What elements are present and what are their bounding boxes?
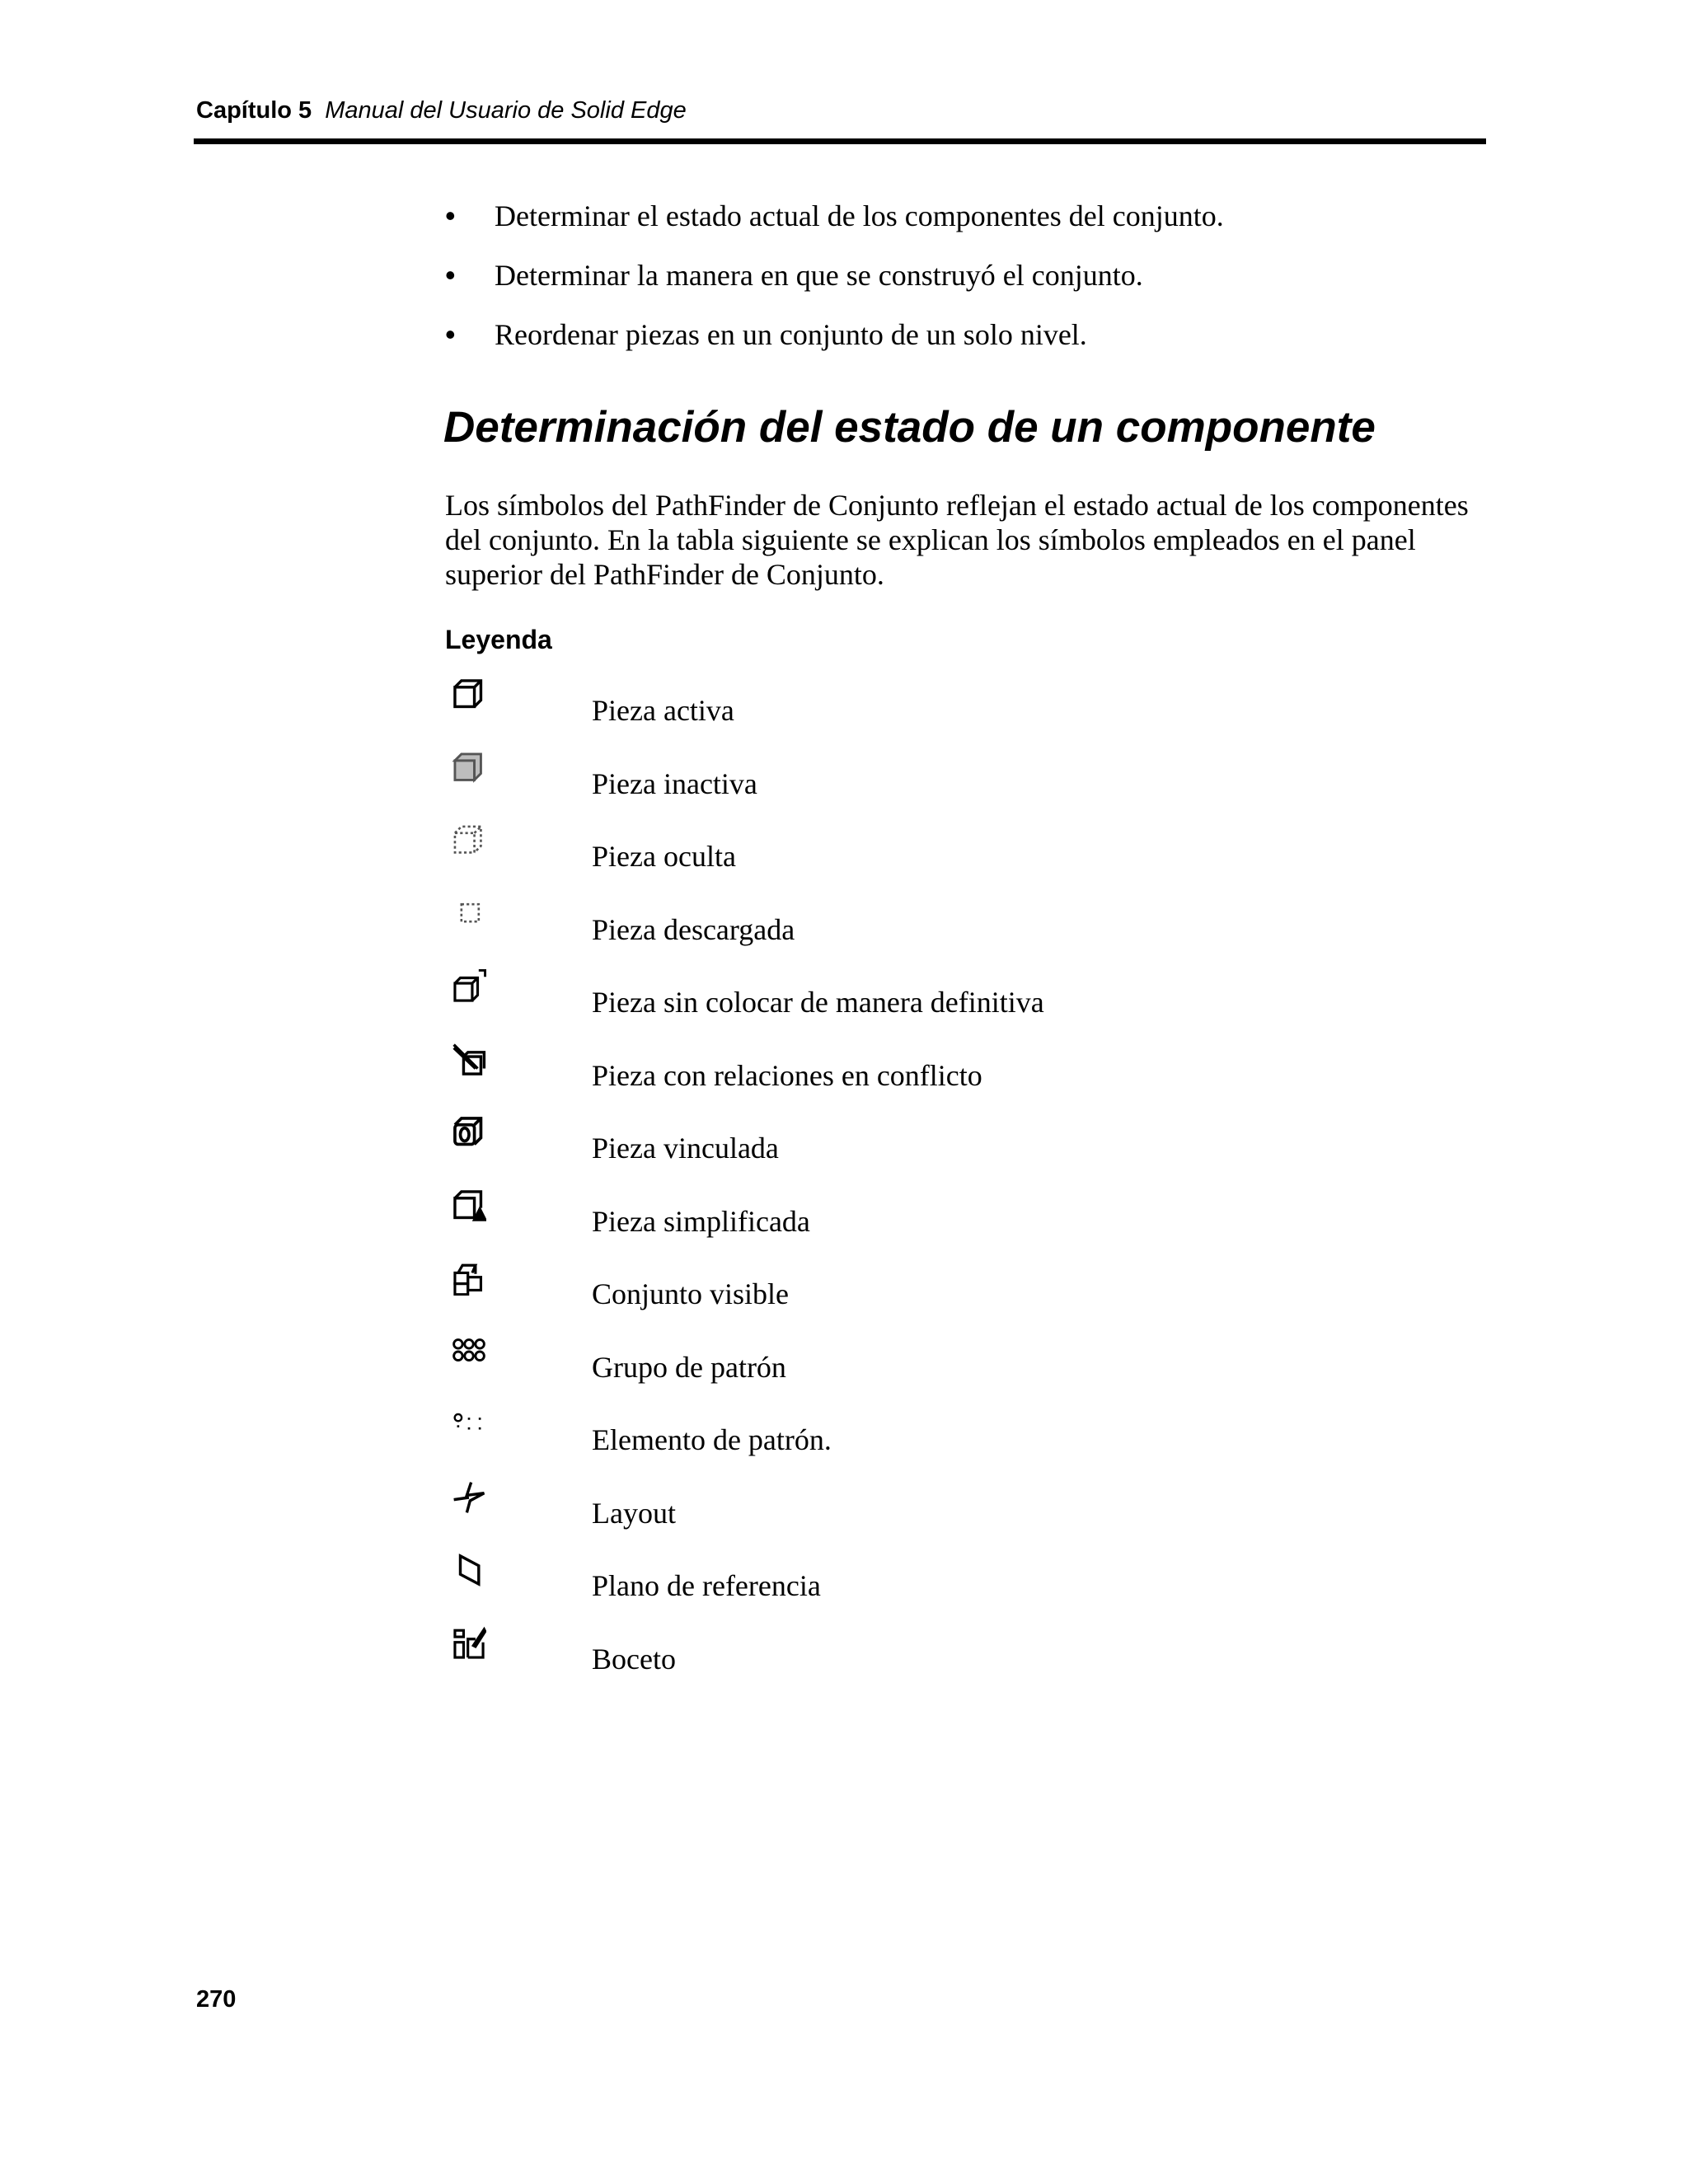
bullet-text: Determinar la manera en que se construyó el conjunto. xyxy=(495,259,1143,292)
bullet-icon: • xyxy=(445,258,456,292)
bullet-list xyxy=(445,198,1224,376)
legend-text: Elemento de patrón. xyxy=(592,1423,832,1456)
legend-item xyxy=(445,969,1269,1043)
legend-item xyxy=(445,1043,1269,1116)
bullet-text: Reordenar piezas en un conjunto de un solo nivel. xyxy=(495,318,1087,351)
linked-part-icon xyxy=(452,1115,486,1150)
reference-plane-icon xyxy=(452,1553,486,1587)
legend-item xyxy=(445,1188,1269,1262)
legend-item xyxy=(445,897,1269,970)
legend-text: Pieza vinculada xyxy=(592,1132,779,1165)
legend-item xyxy=(445,677,1269,751)
active-part-icon xyxy=(452,677,486,712)
bullet-item xyxy=(445,316,1224,353)
legend-item xyxy=(445,1626,1269,1699)
header-rule xyxy=(194,138,1486,144)
legend-text: Layout xyxy=(592,1496,676,1530)
conflict-part-icon xyxy=(452,1043,486,1077)
legend-text: Pieza con relaciones en conflicto xyxy=(592,1058,982,1092)
page-number: 270 xyxy=(196,1986,237,2013)
legend-text: Pieza simplificada xyxy=(592,1204,810,1238)
legend-item xyxy=(445,1407,1269,1480)
inactive-part-icon xyxy=(452,751,486,785)
legend-item xyxy=(445,751,1269,824)
legend-text: Conjunto visible xyxy=(592,1277,790,1310)
legend-text: Pieza inactiva xyxy=(592,766,757,800)
bullet-icon: • xyxy=(445,199,456,232)
sketch-icon xyxy=(452,1626,486,1661)
underconstrained-part-icon xyxy=(452,969,486,1004)
unloaded-part-icon xyxy=(452,897,486,931)
bullet-item xyxy=(445,198,1224,234)
section-title: Determinación del estado de un componente xyxy=(443,403,1376,452)
hidden-part-icon xyxy=(452,823,486,858)
legend-text: Boceto xyxy=(592,1642,676,1675)
layout-icon xyxy=(452,1480,486,1515)
bullet-text: Determinar el estado actual de los componentes del conjunto. xyxy=(495,199,1224,232)
legend-text: Plano de referencia xyxy=(592,1569,821,1602)
bullet-icon: • xyxy=(445,317,456,351)
legend-text: Pieza descargada xyxy=(592,912,795,946)
visible-assembly-icon xyxy=(452,1261,486,1296)
pattern-group-icon xyxy=(452,1334,486,1369)
chapter-label: Capítulo 5 xyxy=(196,97,312,124)
legend-label: Leyenda xyxy=(445,625,552,654)
legend-text: Grupo de patrón xyxy=(592,1350,786,1384)
legend-item xyxy=(445,1261,1269,1334)
legend-list xyxy=(445,677,1269,1699)
pattern-element-icon xyxy=(452,1407,486,1441)
legend-item xyxy=(445,1115,1269,1188)
simplified-part-icon xyxy=(452,1188,486,1223)
legend-text: Pieza activa xyxy=(592,694,734,727)
bullet-item xyxy=(445,257,1224,293)
legend-item xyxy=(445,1334,1269,1408)
legend-item xyxy=(445,1553,1269,1626)
legend-text: Pieza sin colocar de manera definitiva xyxy=(592,986,1044,1019)
book-title: Manual del Usuario de Solid Edge xyxy=(325,97,687,124)
legend-text: Pieza oculta xyxy=(592,840,736,873)
page-header xyxy=(196,97,687,124)
intro-paragraph: Los símbolos del PathFinder de Conjunto reflejan el estado actual de los componentes del conjunto. En la tabla siguiente se explican los símbolos empleados en el panel superior del PathFinder de Conjunto. xyxy=(445,489,1469,591)
legend-item xyxy=(445,823,1269,897)
legend-item xyxy=(445,1480,1269,1554)
